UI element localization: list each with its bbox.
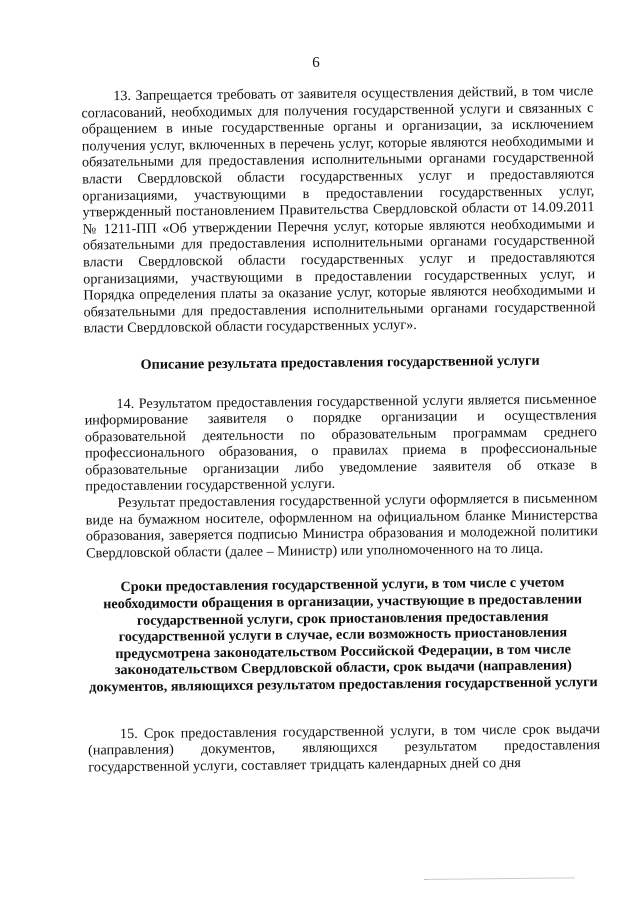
paragraph-14-result-form: Результат предоставления государственной услуги оформляется в письменном виде на бумажном носителе, оформленном на официальном бланке Министерства образования, заверяется подписью Министра образования и молодежной политики Свердловской области (далее – Министр) или уполномоченного на то лица.	[85, 490, 598, 562]
heading-terms: Сроки предоставления государственной услуги, в том числе с учетом необходимости обращения в организации, участвующие в предоставлении государственной услуги, срок приостановления предоставления государственной услуги в случае, если возможность приостановления предусмотрена законодательством Российской Федерации, в том числе законодательством Свердловской области, срок выдачи (направления) документов, являющихся результатом предоставления государственной услуги	[89, 574, 598, 696]
heading-result-description: Описание результата предоставления государственной услуги	[140, 352, 540, 373]
paragraph-14: 14. Результатом предоставления государственной услуги является письменное информирование заявителя о порядке организации и осуществления образовательной деятельности по образовательным программам среднего профессионального образования, о правилах приема в профессиональные образовательные организации либо уведомление заявителя об отказе в предоставлении государственной услуги.	[84, 390, 598, 495]
paragraph-15: 15. Срок предоставления государственной услуги, в том числе срок выдачи (направления) документов, являющихся результатом предоставления государственной услуги, составляет тридцать календарных дней со дня	[88, 720, 601, 776]
scan-marks	[424, 877, 574, 882]
page-number: 6	[312, 54, 320, 72]
paragraph-13: 13. Запрещается требовать от заявителя осуществления действий, в том числе согласований, необходимых для получения государственной услуги и связанных с обращением в иные государственные органы и организации, за исключением получения услуг, включенных в перечень услуг, которые являются необходимыми и обязательными для предоставления исполнительными органами государственной власти Свердловской области государственных услуг и предоставляются организациями, участвующими в предоставлении государственных услуг, утвержденный постановлением Правительства Свердловской области от 14.09.2011 № 1211-ПП «Об утверждении Перечня услуг, которые являются необходимыми и обязательными для предоставления исполнительными органами государственной власти Свердловской области государственных услуг и предоставляются организациями, участвующими в предоставлении государственных услуг, и Порядка определения платы за оказание услуг, которые являются необходимыми и обязательными для предоставления исполнительными органами государственной власти Свердловской области государственных услуг».	[81, 83, 596, 337]
document-body	[81, 83, 600, 776]
